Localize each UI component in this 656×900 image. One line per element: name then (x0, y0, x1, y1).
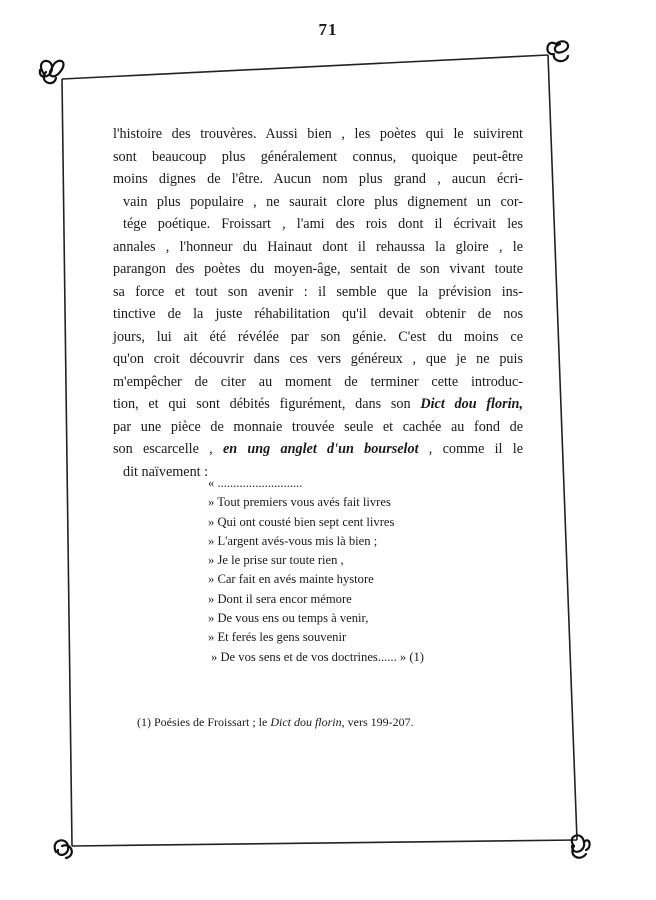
text-line: parangon des poètes du moyen-âge, sentait de son vivant toute (113, 261, 523, 277)
frame-top-border (62, 55, 548, 79)
frame-bottom-border (72, 840, 577, 846)
text-line: jours, lui ait été révélée par son génie. C'est du moins ce (113, 328, 523, 345)
italic-quote: en ung anglet d'un bourselot (222, 441, 419, 457)
corner-ornament-bottom-left-icon (55, 840, 72, 858)
frame-left-border (62, 79, 72, 846)
frame-right-border (548, 55, 577, 840)
poem-line: » Et ferés les gens souvenir (208, 630, 347, 645)
poem-line: » De vos sens et de vos doctrines...... » (1) (211, 649, 425, 664)
text-line: annales , l'honneur du Hainaut dont il rehaussa la gloire , le (113, 238, 523, 255)
footnote-title: Dict dou florin (270, 715, 342, 729)
text-line: tége poétique. Froissart , l'ami des rois dont il écrivait les (123, 216, 523, 232)
poem-line: » Je le prise sur toute rien , (208, 553, 344, 568)
poem-quotation (208, 474, 424, 667)
footnote (137, 715, 414, 730)
italic-title: Dict dou florin, (420, 396, 523, 412)
text-line: l'histoire des trouvères. Aussi bien , les poètes qui le suivirent (113, 126, 523, 142)
text-line: m'empêcher de citer au moment de terminer cette introduc- (113, 373, 523, 390)
footnote-suffix: , vers 199-207. (341, 715, 414, 729)
main-paragraph (113, 123, 523, 483)
footnote-prefix: (1) Poésies de Froissart ; le (137, 715, 268, 729)
poem-line: » De vous ens ou temps à venir, (208, 611, 369, 626)
poem-line: » Tout premiers vous avés fait livres (208, 495, 391, 510)
text-line: dit naïvement : (123, 463, 209, 480)
text-line: sont beaucoup plus généralement connus, quoique peut-être (113, 148, 523, 165)
poem-line: » Qui ont cousté bien sept cent livres (208, 514, 395, 529)
text-line: qu'on croit découvrir dans ces vers généreux , que je ne puis (113, 351, 523, 367)
text-line (113, 393, 523, 416)
corner-ornament-top-right-icon (547, 41, 568, 61)
corner-ornament-top-left-icon (40, 61, 64, 83)
page-number: 71 (318, 20, 338, 39)
poem-line: » Car fait en avés mainte hystore (208, 572, 374, 587)
text-segment: son escarcelle , (113, 441, 213, 457)
text-segment: tion, et qui sont débités figurément, dans son (113, 396, 411, 412)
text-line: vain plus populaire , ne saurait clore plus dignement un cor- (123, 193, 523, 210)
poem-line: « ........................... (208, 476, 303, 490)
poem-line: » Dont il sera encor mémore (208, 591, 352, 606)
text-line (113, 438, 523, 461)
text-line: tinctive de la juste réhabilitation qu'il devait obtenir de nos (113, 306, 523, 322)
poem-line: » L'argent avés-vous mis là bien ; (208, 533, 378, 548)
text-line: sa force et tout son avenir : il semble que la prévision ins- (113, 283, 523, 300)
corner-ornament-bottom-right-icon (572, 835, 590, 857)
text-segment: , comme il le (428, 441, 524, 457)
text-line: par une pièce de monnaie trouvée seule et cachée au fond de (113, 418, 523, 435)
text-line: moins dignes de l'être. Aucun nom plus grand , aucun écri- (113, 171, 523, 187)
